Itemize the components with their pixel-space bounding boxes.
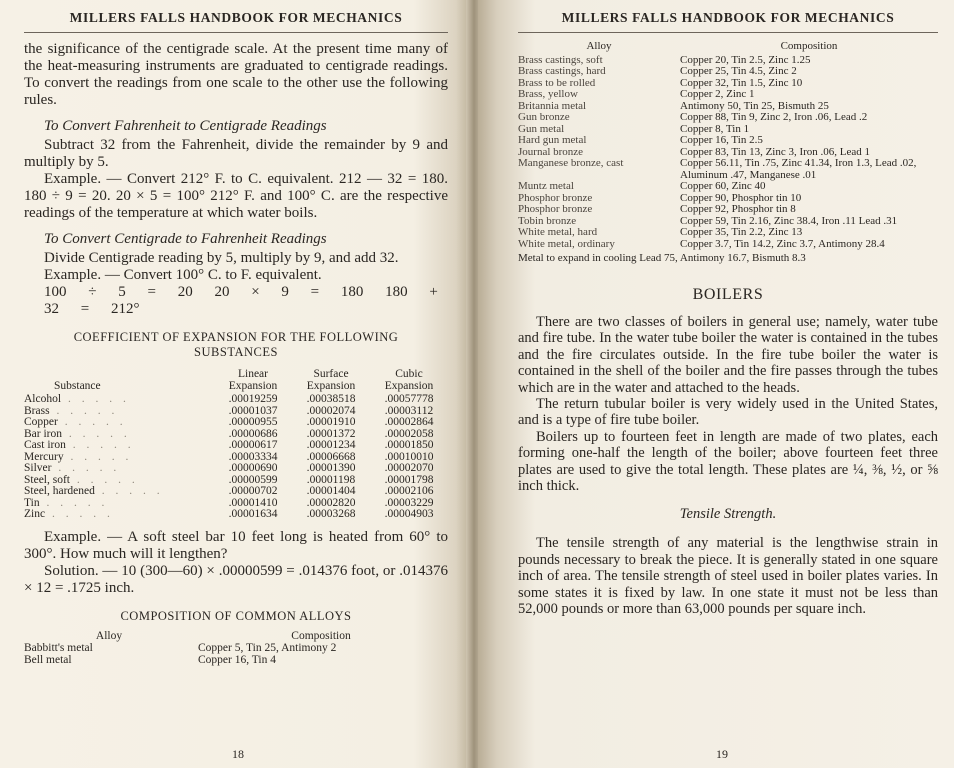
cubic-cell: .00002106 bbox=[384, 485, 434, 497]
surface-cell: .00002074 bbox=[306, 404, 356, 417]
col-alloy: Alloy bbox=[586, 40, 612, 52]
surface-cell: .00006668 bbox=[306, 450, 356, 463]
alloy-name: Phosphor bronze bbox=[518, 191, 593, 204]
substance-name: Bar iron bbox=[24, 427, 63, 440]
f-to-c-rule: Subtract 32 from the Fahrenheit, divide the remainder by 9 and multiply by 5. bbox=[24, 137, 448, 170]
c-to-f-example: Example. — Convert 100° C. to F. equivalent. bbox=[44, 267, 322, 283]
surface-cell: .00001404 bbox=[306, 485, 356, 497]
alloy-name: Brass, yellow bbox=[518, 88, 578, 100]
table-row bbox=[518, 112, 938, 124]
alloys-title: COMPOSITION OF COMMON ALLOYS bbox=[120, 608, 352, 623]
alloy-composition: Copper 5, Tin 25, Antimony 2 bbox=[198, 641, 337, 654]
alloy-composition: Copper 20, Tin 2.5, Zinc 1.25 bbox=[680, 53, 811, 66]
surface-cell: .00038518 bbox=[306, 393, 356, 405]
linear-cell: .00000955 bbox=[228, 416, 278, 428]
table-row bbox=[24, 642, 448, 654]
substance-name: Tin bbox=[24, 496, 40, 509]
tensile-heading: Tensile Strength. bbox=[679, 506, 777, 523]
linear-cell: .00000690 bbox=[228, 462, 278, 474]
substance-cell: Cast iron . . . . . bbox=[24, 439, 135, 451]
substance-name: Steel, soft bbox=[24, 473, 70, 486]
alloy-composition: Copper 90, Phosphor tin 10 bbox=[680, 191, 802, 204]
c-to-f-calculation bbox=[44, 284, 448, 318]
linear-cell: .00001410 bbox=[228, 496, 278, 509]
surface-cell: .00001198 bbox=[306, 473, 356, 486]
alloy-name: Journal bronze bbox=[518, 145, 584, 158]
alloy-composition: Copper 16, Tin 4 bbox=[198, 653, 276, 666]
surface-cell: .00001372 bbox=[306, 427, 356, 440]
cubic-cell: .00002058 bbox=[384, 427, 434, 440]
substance-cell: Steel, soft . . . . . bbox=[24, 473, 139, 486]
table-row bbox=[518, 181, 938, 193]
alloy-name: Bell metal bbox=[24, 653, 72, 666]
linear-cell: .00003334 bbox=[228, 450, 278, 463]
header-rule bbox=[24, 32, 448, 33]
table-row bbox=[518, 89, 938, 101]
c-to-f-heading: To Convert Centigrade to Fahrenheit Readings bbox=[44, 231, 327, 247]
linear-cell: .00001634 bbox=[228, 508, 278, 520]
page-number: 18 bbox=[232, 747, 244, 761]
alloys-table-right bbox=[518, 41, 938, 250]
running-header: MILLERS FALLS HANDBOOK FOR MECHANICS bbox=[69, 10, 403, 25]
substance-cell: Tin . . . . . bbox=[24, 496, 109, 509]
calc-step: 100 ÷ 5 = 20 bbox=[44, 284, 193, 300]
cubic-cell: .00002070 bbox=[384, 462, 434, 474]
alloy-name: Hard gun metal bbox=[518, 134, 587, 146]
table-row bbox=[24, 654, 448, 666]
page-number: 19 bbox=[716, 747, 728, 761]
expansion-table-title: COEFFICIENT OF EXPANSION FOR THE FOLLOWING SUBSTANCES bbox=[73, 330, 399, 359]
substance-cell: Zinc . . . . . bbox=[24, 508, 114, 520]
substance-name: Mercury bbox=[24, 450, 64, 463]
cubic-cell: .00002864 bbox=[384, 416, 434, 428]
alloy-composition: Copper 3.7, Tin 14.2, Zinc 3.7, Antimony 28.4 bbox=[680, 237, 885, 250]
cubic-cell: .00004903 bbox=[384, 508, 434, 520]
table-row bbox=[518, 227, 938, 239]
alloy-composition: Copper 56.11, Tin .75, Zinc 41.34, Iron 1.3, Lead .02, Aluminum .47, Manganese .01 bbox=[680, 157, 917, 181]
calc-step: 20 × 9 = 180 bbox=[214, 284, 364, 300]
alloy-name: White metal, hard bbox=[518, 226, 598, 238]
alloy-note: Metal to expand in cooling Lead 75, Antimony 16.7, Bismuth 8.3 bbox=[518, 252, 806, 264]
cubic-cell: .00057778 bbox=[384, 393, 434, 405]
alloy-composition: Copper 25, Tin 4.5, Zinc 2 bbox=[680, 65, 797, 77]
substance-name: Alcohol bbox=[24, 393, 62, 405]
linear-cell: .00000599 bbox=[228, 473, 278, 486]
c-to-f-rule: Divide Centigrade reading by 5, multiply by 9, and add 32. bbox=[44, 250, 399, 266]
substance-name: Steel, hardened bbox=[24, 485, 95, 497]
substance-cell: Bar iron . . . . . bbox=[24, 427, 131, 440]
cubic-cell: .00003112 bbox=[384, 404, 434, 417]
linear-cell: .00000702 bbox=[228, 485, 278, 497]
alloy-name: Brass castings, hard bbox=[518, 65, 606, 77]
alloy-name: Tobin bronze bbox=[518, 214, 577, 227]
alloy-composition: Copper 92, Phosphor tin 8 bbox=[680, 203, 796, 215]
alloy-name: White metal, ordinary bbox=[518, 237, 615, 250]
substance-cell: Steel, hardened . . . . . bbox=[24, 485, 164, 497]
cubic-cell: .00001798 bbox=[384, 473, 434, 486]
problem-solution: Solution. — 10 (300—60) × .00000599 = .014376 foot, or .014376 × 12 = .1725 inch. bbox=[24, 562, 448, 596]
col-alloy: Alloy bbox=[95, 629, 123, 642]
alloy-name: Gun metal bbox=[518, 122, 565, 135]
linear-cell: .00000686 bbox=[228, 427, 278, 440]
alloy-composition: Copper 32, Tin 1.5, Zinc 10 bbox=[680, 76, 803, 89]
col-substance: Substance bbox=[54, 380, 101, 392]
substance-name: Cast iron bbox=[24, 439, 66, 451]
alloy-composition: Copper 83, Tin 13, Zinc 3, Iron .06, Lead 1 bbox=[680, 145, 871, 158]
alloy-name: Muntz metal bbox=[518, 180, 574, 192]
expansion-table bbox=[24, 368, 448, 521]
boilers-paragraph: The return tubular boiler is very widely used in the United States, and is a type of fire tube boiler. bbox=[518, 396, 938, 429]
substance-cell: Mercury . . . . . bbox=[24, 450, 133, 463]
tensile-paragraph: The tensile strength of any material is the lengthwise strain in pounds necessary to break the piece. It is generally stated in one square inch of area. The tensile strength of steel used in boiler plates varies. In some states it is fixed by law. In one state it must not be less than 52,000 pounds or more than 63,000 pounds per square inch. bbox=[518, 535, 938, 618]
table-row bbox=[518, 158, 938, 181]
surface-cell: .00002820 bbox=[306, 496, 356, 509]
alloy-composition: Copper 8, Tin 1 bbox=[680, 122, 750, 135]
table-row bbox=[24, 509, 448, 521]
f-to-c-example: Example. — Convert 212° F. to C. equivalent. 212 — 32 = 180. 180 ÷ 9 = 20. 20 × 5 = 100° 212° F. and 100° C. are the respective readings of the temperature at which water boils. bbox=[24, 171, 448, 221]
alloy-composition: Copper 35, Tin 2.2, Zinc 13 bbox=[680, 226, 803, 238]
alloy-composition: Copper 59, Tin 2.16, Zinc 38.4, Iron .11 Lead .31 bbox=[680, 214, 898, 227]
table-row bbox=[518, 66, 938, 78]
table-row bbox=[518, 204, 938, 216]
substance-cell: Brass . . . . . bbox=[24, 404, 119, 417]
alloy-composition: Antimony 50, Tin 25, Bismuth 25 bbox=[680, 99, 829, 112]
col-cubic: Cubic Expansion bbox=[384, 368, 434, 392]
alloy-name: Phosphor bronze bbox=[518, 203, 593, 215]
alloy-composition: Copper 2, Zinc 1 bbox=[680, 88, 755, 100]
surface-cell: .00003268 bbox=[306, 508, 356, 520]
col-surface: Surface Expansion bbox=[306, 368, 356, 392]
alloy-name: Babbitt's metal bbox=[24, 641, 93, 654]
alloy-name: Brass castings, soft bbox=[518, 53, 603, 66]
boilers-paragraph: There are two classes of boilers in general use; namely, water tube and fire tube. In the water tube boiler the water is contained in the tubes and the fire circulates outside. In the fire tube boiler the water is contained in the shell of the boiler and the fire passes through the tubes which are in the water and attached to the heads. bbox=[518, 314, 938, 396]
substance-name: Zinc bbox=[24, 508, 46, 520]
alloy-composition: Copper 16, Tin 2.5 bbox=[680, 134, 763, 146]
alloy-name: Manganese bronze, cast bbox=[518, 157, 624, 169]
alloy-name: Brass to be rolled bbox=[518, 76, 596, 89]
boilers-heading: BOILERS bbox=[692, 286, 764, 303]
substance-cell: Silver . . . . . bbox=[24, 462, 121, 474]
alloy-composition: Copper 88, Tin 9, Zinc 2, Iron .06, Lead .2 bbox=[680, 111, 868, 123]
linear-cell: .00019259 bbox=[228, 393, 278, 405]
surface-cell: .00001910 bbox=[306, 416, 356, 428]
table-row bbox=[518, 239, 938, 251]
alloy-name: Gun bronze bbox=[518, 111, 570, 123]
calc-step: 180 + 32 = 212° bbox=[44, 284, 438, 317]
alloys-table-left bbox=[24, 630, 448, 666]
f-to-c-heading: To Convert Fahrenheit to Centigrade Readings bbox=[44, 118, 327, 134]
linear-cell: .00001037 bbox=[228, 404, 278, 417]
alloy-composition: Copper 60, Zinc 40 bbox=[680, 180, 766, 192]
boilers-paragraph: Boilers up to fourteen feet in length are made of two plates, each forming one-half the length of the boiler; above fourteen feet three plates are used to give the total length. These plates are ¼, ⅜, ½, or ⅝ inch thick. bbox=[518, 428, 938, 495]
col-composition: Composition bbox=[291, 629, 351, 642]
cubic-cell: .00003229 bbox=[384, 496, 434, 509]
running-header: MILLERS FALLS HANDBOOK FOR MECHANICS bbox=[561, 10, 895, 25]
linear-cell: .00000617 bbox=[228, 439, 278, 451]
substance-cell: Alcohol . . . . . bbox=[24, 393, 130, 405]
col-linear: Linear Expansion bbox=[228, 368, 278, 392]
cubic-cell: .00010010 bbox=[384, 450, 434, 463]
problem-example: Example. — A soft steel bar 10 feet long is heated from 60° to 300°. How much will it lengthen? bbox=[24, 528, 448, 562]
intro-paragraph: the significance of the centigrade scale. At the present time many of the heat-measuring instruments are graduated to centigrade readings. To convert the readings from one scale to the other use the following rules. bbox=[24, 41, 448, 108]
substance-name: Brass bbox=[24, 404, 50, 417]
table-row bbox=[518, 135, 938, 147]
substance-name: Silver bbox=[24, 462, 52, 474]
left-page bbox=[0, 0, 470, 768]
cubic-cell: .00001850 bbox=[384, 439, 434, 451]
substance-name: Copper bbox=[24, 416, 58, 428]
header-rule bbox=[518, 32, 938, 33]
substance-cell: Copper . . . . . bbox=[24, 416, 127, 428]
col-composition: Composition bbox=[780, 40, 838, 52]
alloy-name: Britannia metal bbox=[518, 99, 587, 112]
surface-cell: .00001234 bbox=[306, 439, 356, 451]
surface-cell: .00001390 bbox=[306, 462, 356, 474]
right-page bbox=[478, 0, 954, 768]
